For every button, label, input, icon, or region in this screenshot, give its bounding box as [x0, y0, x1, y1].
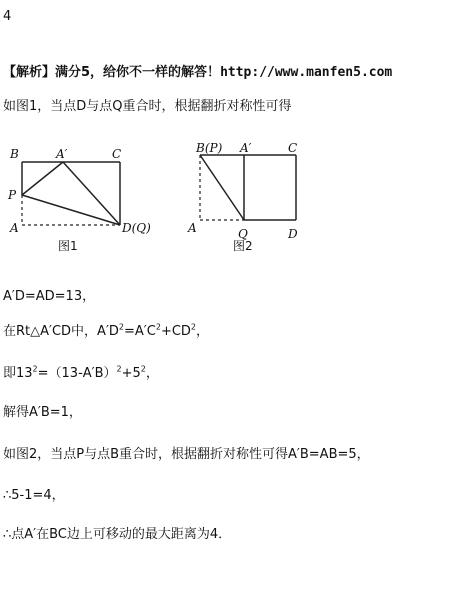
fig1-fold-pa-prime [22, 162, 63, 195]
analysis-label: 【解析】 [3, 65, 56, 80]
fig2-label-bp: B(P) [196, 141, 223, 155]
fig2-label-d: D [288, 227, 298, 241]
geometry-figures [0, 140, 459, 260]
fig2-label-q: Q [238, 227, 248, 241]
step-3: 即$13^2=(13-A'B)^2+5^2$， [3, 364, 159, 381]
fig1-label-c: C [112, 147, 122, 161]
fig2-label-a: A [188, 221, 197, 235]
page-number: 4 [3, 9, 12, 24]
step-7: ∴点A′在BC边上可移动的最大距离为4． [3, 527, 232, 542]
intro-text: 如图1，当点D与点Q重合时，根据翻折对称性可得 [3, 99, 292, 114]
answer-header [3, 64, 392, 82]
fig1-label-a: A [10, 221, 19, 235]
step-2: 在Rt△A′CD中，$A'D^2=A'C^2+CD^2$， [3, 322, 210, 339]
score-text: 满分5，给你不一样的解答！ [55, 65, 221, 80]
step-6: ∴5-1=4， [3, 488, 65, 503]
figure-2 [187, 141, 298, 253]
fig1-label-a-prime: A′ [56, 147, 68, 161]
fig2-label-c: C [288, 141, 298, 155]
fig2-caption: 图2 [233, 239, 253, 253]
fig1-crease-pd [22, 195, 120, 225]
figure-1 [7, 147, 151, 253]
fig1-label-p: P [8, 188, 17, 202]
source-url: http://www.manfen5.com [220, 65, 393, 80]
fig2-label-a-prime: A′ [240, 141, 252, 155]
fig1-caption: 图1 [58, 239, 78, 253]
step-5: 如图2，当点P与点B重合时，根据翻折对称性可得A′B=AB=5， [3, 447, 370, 462]
fig2-crease-bq [200, 155, 244, 220]
fig1-label-b: B [10, 147, 19, 161]
fig1-label-dq: D(Q) [122, 221, 151, 235]
step-4: 解得A′B=1， [3, 405, 82, 420]
step-1: A′D=AD=13， [3, 289, 96, 304]
